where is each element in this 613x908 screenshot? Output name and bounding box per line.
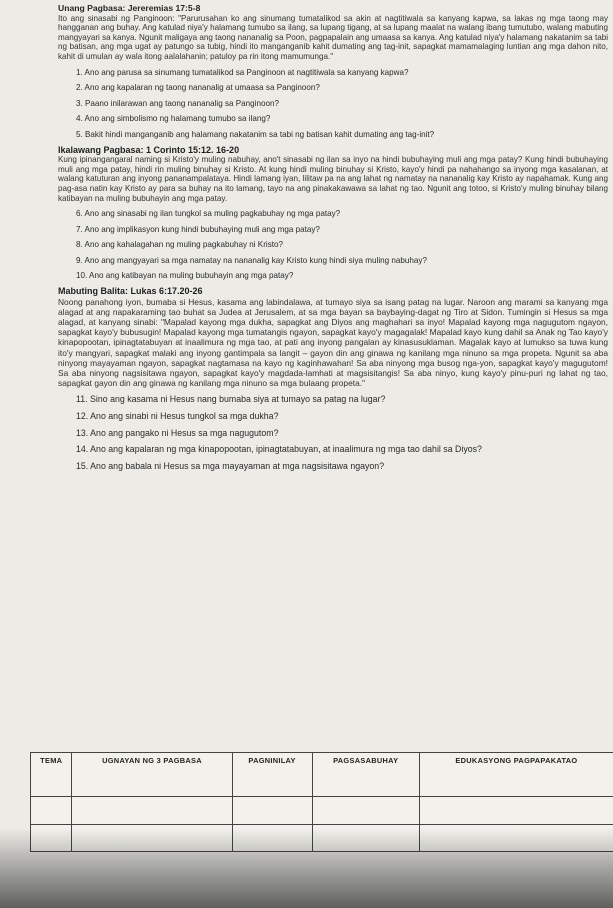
table-cell[interactable]	[31, 824, 72, 851]
header-pagsasabuhay: PAGSASABUHAY	[312, 753, 419, 797]
question-item: 5. Bakit hindi manganganib ang halamang nakatanim sa tabi ng batisan kahit dumating ang tag-init?	[76, 129, 435, 139]
table-cell[interactable]	[232, 797, 312, 824]
question-item: 6. Ano ang sinasabi ng ilan tungkol sa muling pagkabuhay ng mga patay?	[76, 209, 341, 219]
question-item: 2. Ano ang kapalaran ng taong nananalig at umaasa sa Panginoon?	[76, 83, 320, 93]
question-item: 14. Ano ang kapalaran ng mga kinapopootan, ipinagtatabuyan, at inaalimura ng mga tao dahil sa Diyos?	[76, 444, 482, 455]
gospel-text: Noong panahong iyon, bumaba si Hesus, kasama ang labindalawa, at tumayo siya sa isang patag na lugar. Naroon ang marami sa kanyang mga alagad at ang napakaraming tao buhat sa Judea at Jerusalem, at sa mga bayan sa baybaying-dagat ng Tiro at Sidon. Tumingin si Hesus sa mga alagad, at kanyang sinabi: "Mapalad kayong mga dukha, sapagkat ang Diyos ang maghahari sa inyo! Mapalad kayong mga nagugutom ngayon, sapagkat kayo'y bubusugin! Mapalad kayong mga tumatangis ngayon, sapagkat kayo'y magagalak! Mapalad kayo kung dahil sa Anak ng Tao kayo'y kinapopootan, ipinagtatabuyan at inaalimura ng mga tao, at pati ang inyong pangalan ay kinasusuklaman. Magalak kayo at lumukso sa tuwa kung ito'y mangyari, sapagkat malaki ang inyong gantimpala sa langit – gayon din ang ginawa ng kanilang mga ninuno sa mga propeta. Ngunit sa aba ninyong mayayaman ngayon, sapagkat nagtamasa na kayo ng kaginhawahan! Sa aba ninyong mga busog nga-yon, sapagkat kayo'y magugutom! Sa aba ninyong nagsisitawa ngayon, sapagkat kayo'y magdada-lamhati at magsisitangis! Sa aba ninyo, kung kayo'y pinu-puri ng lahat ng tao, sapagkat gayon din ang ginawa ng kanilang mga ninuno sa mga bulaang propeta."	[58, 296, 608, 389]
first-reading-questions	[58, 68, 608, 140]
question-item: 13. Ano ang pangako ni Hesus sa mga nagugutom?	[76, 427, 279, 438]
question-item: 10. Ano ang katibayan na muling bubuhayin ang mga patay?	[76, 271, 294, 281]
question-item: 8. Ano ang kahalagahan ng muling pagkabuhay ni Kristo?	[76, 240, 283, 250]
question-item: 12. Ano ang sinabi ni Hesus tungkol sa mga dukha?	[76, 411, 279, 422]
second-reading-title: Ikalawang Pagbasa: 1 Corinto 15:12. 16-20	[58, 144, 240, 155]
question-item: 11. Sino ang kasama ni Hesus nang bumaba siya at tumayo sa patag na lugar?	[76, 394, 386, 405]
table-header-row	[31, 753, 613, 797]
worksheet-content	[58, 4, 608, 478]
table-cell[interactable]	[31, 797, 72, 824]
table-row	[31, 797, 613, 824]
table-cell[interactable]	[232, 824, 312, 851]
question-item: 3. Paano inilarawan ang taong nananalig sa Panginoon?	[76, 98, 279, 108]
header-ugnayan: UGNAYAN NG 3 PAGBASA	[72, 753, 232, 797]
table-cell[interactable]	[72, 824, 232, 851]
first-reading-text: Ito ang sinasabi ng Panginoon: "Parurusahan ko ang sinumang tumatalikod sa akin at nagtitiwala sa kanyang kapwa, sa lakas ng mga taong may hangganan ang buhay. Ang katulad niya'y halamang tumubo sa ilang, sa lupang tigang, at sa lupang maalat na walang ibang tumutubo, walang mabuting mangyayari sa kanya. Ngunit maligaya ang taong nananalig sa Poon, pagpapalain ang umaasa sa kanya. Ang katulad niya'y halamang nakatanim sa tabi ng batisan, ang mga ugat ay patungo sa tubig, hindi ito manganganib kahit dumating ang tag-init, sapagkat mamamalaging luntian ang mga dahon nito, kahit di umulan ay wala itong aalalahanin; patuloy pa rin itong mamumunga."	[58, 13, 608, 61]
gospel-section	[58, 287, 608, 471]
first-reading-header: Unang Pagbasa: Jereremias 17:5-8	[58, 3, 201, 13]
question-item: 9. Ano ang mangyayari sa mga namatay na nananalig kay Kristo kung hindi siya muling nabuhay?	[76, 255, 427, 265]
question-item: 7. Ano ang implikasyon kung hindi bubuhaying muli ang mga patay?	[76, 224, 320, 234]
question-item: 1. Ano ang parusa sa sinumang tumatalikod sa Panginoon at nagtitiwala sa kanyang kapwa?	[76, 67, 409, 77]
table-row	[31, 824, 613, 851]
table-cell[interactable]	[312, 824, 419, 851]
question-item: 4. Ano ang simbolismo ng halamang tumubo sa ilang?	[76, 114, 271, 124]
header-edukasyon: EDUKASYONG PAGPAPAKATAO	[419, 753, 613, 797]
reflection-table	[30, 752, 613, 852]
table-cell[interactable]	[419, 797, 613, 824]
header-tema: TEMA	[31, 753, 72, 797]
second-reading-questions	[58, 209, 608, 281]
question-item: 15. Ano ang babala ni Hesus sa mga mayayaman at mga nagsisitawa ngayon?	[76, 460, 385, 471]
gospel-title: Mabuting Balita: Lukas 6:17.20-26	[58, 286, 203, 297]
second-reading-text: Kung ipinangangaral naming si Kristo'y muling nabuhay, ano't sinasabi ng ilan sa inyo na hindi bubuhaying muli ang mga patay? Kung hindi bubuhaying muli ang mga patay, hindi rin muling binuhay si Kristo. At kung hindi muling binuhay si Kristo, kayo'y hindi pa nahahango sa inyong mga kasalanan, at walang katuturan ang inyong pananampalataya. Hindi lamang iyan, lilitaw pa na ang lahat ng namatay na nananalig kay Kristo ay napahamak. Kung ang pag-asa natin kay Kristo ay para sa buhay na ito lamang, tayo na ang pinakakawawa sa lahat ng tao. Ngunit ang totoo, si Kristo'y muling binuhay bilang katibayan na muling bubuhayin ang mga patay.	[58, 155, 608, 203]
gospel-questions	[58, 395, 608, 471]
table-cell[interactable]	[419, 824, 613, 851]
header-pagninilay: PAGNINILAY	[232, 753, 312, 797]
table-cell[interactable]	[312, 797, 419, 824]
table-cell[interactable]	[72, 797, 232, 824]
